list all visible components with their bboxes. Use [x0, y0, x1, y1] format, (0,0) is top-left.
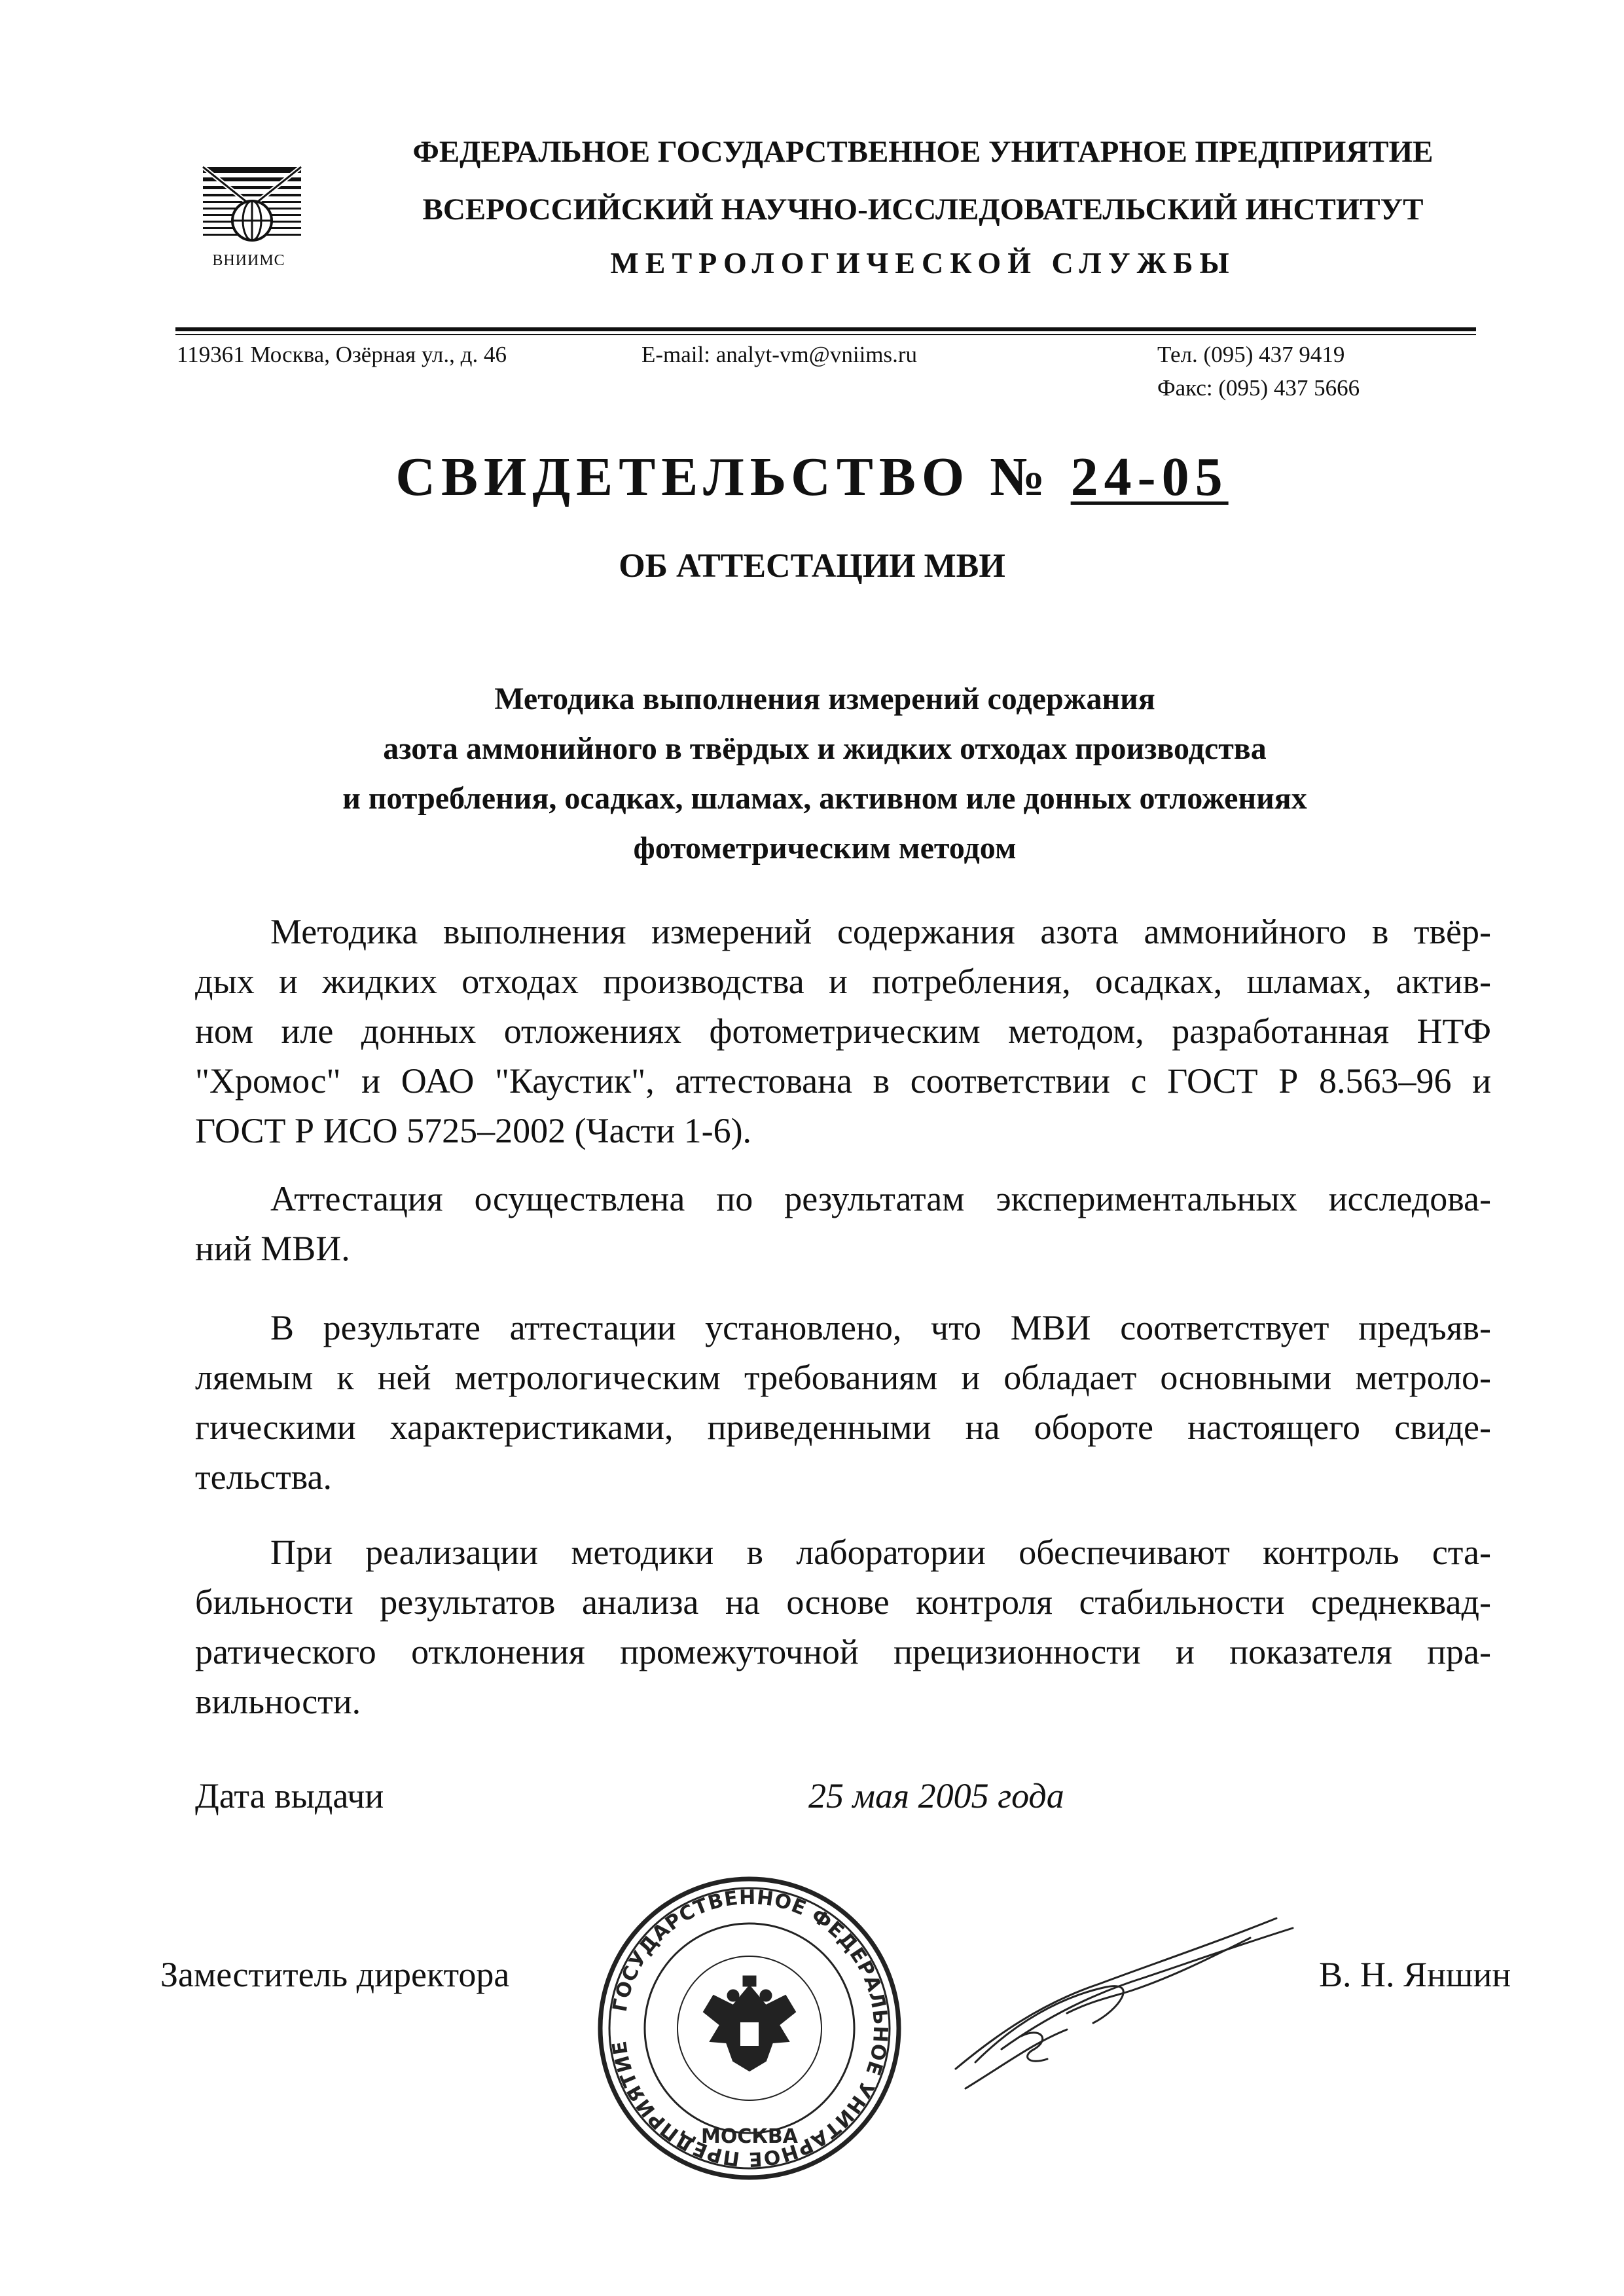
issue-date-label: Дата выдачи — [195, 1776, 384, 1815]
paragraph-line: тельства. — [195, 1457, 332, 1497]
org-name-line-2: ВСЕРОССИЙСКИЙ НАУЧНО-ИССЛЕДОВАТЕЛЬСКИЙ ИНСТИТУТ — [422, 192, 1424, 227]
paragraph-line: гическими характеристиками, приведенными на обороте настоящего свиде- — [195, 1408, 1491, 1447]
signer-position: Заместитель директора — [160, 1955, 510, 1994]
paragraph-line: ляемым к ней метрологическим требованиям и обладает основными метроло- — [195, 1358, 1491, 1397]
method-title — [170, 674, 1479, 873]
paragraph-line: "Хромос" и ОАО "Каустик", аттестована в соответствии с ГОСТ Р 8.563–96 и — [195, 1061, 1491, 1101]
paragraph-attestation-basis — [195, 1174, 1491, 1273]
logo-caption: ВНИИМС — [212, 252, 285, 269]
signer-name: В. Н. Яншин — [1319, 1955, 1511, 1994]
paragraph-line: ний МВИ. — [195, 1229, 350, 1268]
method-title-line: Методика выполнения измерений содержания — [494, 682, 1155, 716]
header-divider-thin — [175, 334, 1476, 335]
paragraph-line: При реализации методики в лаборатории обеспечивают контроль ста- — [270, 1533, 1491, 1572]
stamp-city: МОСКВА — [701, 2125, 798, 2148]
paragraph-line: В результате аттестации установлено, что МВИ соответствует предъяв- — [270, 1308, 1491, 1347]
paragraph-line: Методика выполнения измерений содержания азота аммонийного в твёр- — [270, 912, 1491, 951]
org-name-line-1: ФЕДЕРАЛЬНОЕ ГОСУДАРСТВЕННОЕ УНИТАРНОЕ ПРЕДПРИЯТИЕ — [412, 135, 1434, 169]
paragraph-attestation-result — [195, 1303, 1491, 1502]
issue-date-value: 25 мая 2005 года — [808, 1776, 1064, 1815]
paragraph-line: ном иле донных отложениях фотометрическим методом, разработанная НТФ — [195, 1011, 1491, 1051]
signature-icon — [936, 1872, 1303, 2108]
phone-number: Тел. (095) 437 9419 — [1157, 342, 1345, 367]
certificate-title-prefix: СВИДЕТЕЛЬСТВО № — [395, 446, 1051, 507]
method-title-line: и потребления, осадках, шламах, активном иле донных отложениях — [342, 781, 1307, 816]
method-title-line: азота аммонийного в твёрдых и жидких отходах производства — [383, 731, 1267, 766]
paragraph-line: дых и жидких отходах производства и потребления, осадках, шламах, актив- — [195, 962, 1491, 1001]
fax-number: Факс: (095) 437 5666 — [1157, 375, 1360, 401]
certificate-subtitle: ОБ АТТЕСТАЦИИ МВИ — [619, 547, 1005, 585]
paragraph-line: вильности. — [195, 1682, 361, 1721]
paragraph-line: ратического отклонения промежуточной прецизионности и показателя пра- — [195, 1632, 1491, 1671]
paragraph-line: ГОСТ Р ИСО 5725–2002 (Части 1-6). — [195, 1111, 752, 1150]
method-title-line: фотометрическим методом — [633, 831, 1017, 866]
header-divider-thick — [175, 327, 1476, 331]
stamp-outer-text: ГОСУДАРСТВЕННОЕ ФЕДЕРАЛЬНОЕ УНИТАРНОЕ ПРЕДПРИЯТИЕ — [607, 1886, 892, 2171]
paragraph-line: Аттестация осуществлена по результатам экспериментальных исследова- — [270, 1179, 1491, 1218]
official-stamp — [592, 1871, 907, 2185]
postal-address: 119361 Москва, Озёрная ул., д. 46 — [177, 342, 507, 367]
handwritten-signature — [936, 1872, 1303, 2108]
paragraph-method-description — [195, 907, 1491, 1156]
vniims-logo — [196, 160, 308, 259]
official-stamp-icon — [592, 1871, 907, 2185]
paragraph-lab-control — [195, 1527, 1491, 1726]
vniims-logo-icon — [196, 160, 308, 259]
certificate-title — [0, 445, 1624, 509]
org-name-line-3: МЕТРОЛОГИЧЕСКОЙ СЛУЖБЫ — [610, 246, 1236, 280]
paragraph-line: бильности результатов анализа на основе контроля стабильности среднеквад- — [195, 1582, 1491, 1622]
certificate-number: 24-05 — [1070, 446, 1229, 507]
email-address: E-mail: analyt-vm@vniims.ru — [641, 342, 918, 367]
